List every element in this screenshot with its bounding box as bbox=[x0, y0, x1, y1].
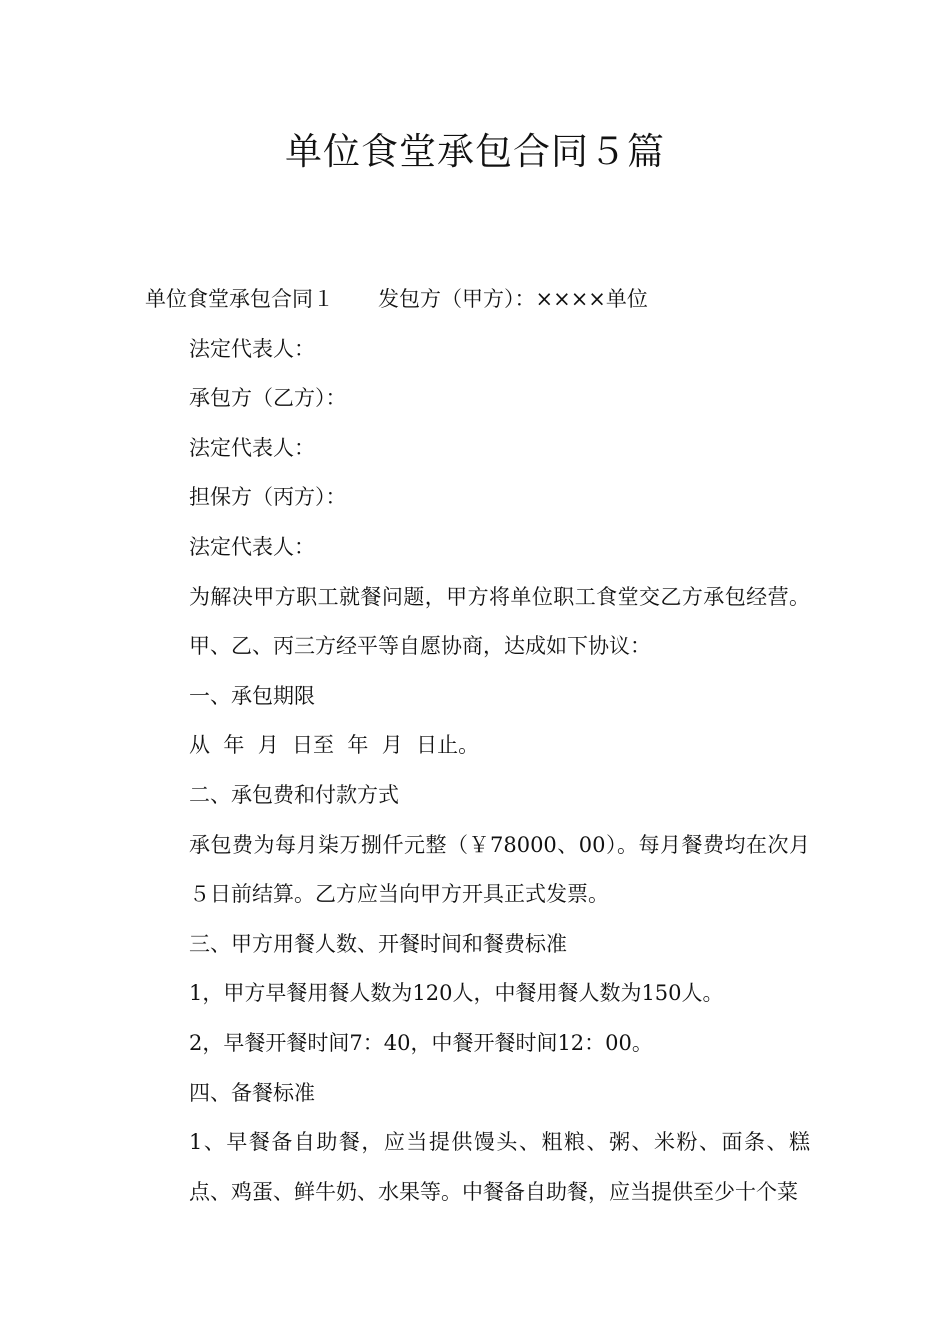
document-title: 单位食堂承包合同５篇 bbox=[285, 130, 665, 173]
paragraph-meal-times: 2，早餐开餐时间7：40，中餐开餐时间12：00。 bbox=[189, 1030, 653, 1055]
paragraph-fee: 承包费为每月柒万捌仟元整（￥78000、00）。每月餐费均在次月５日前结算。乙方应当向甲方开具正式发票。 bbox=[189, 832, 810, 907]
party-a-line: 发包方（甲方）：××××单位 bbox=[378, 287, 648, 311]
section-heading-standard: 四、备餐标准 bbox=[189, 1080, 315, 1105]
paragraph-preamble: 为解决甲方职工就餐问题，甲方将单位职工食堂交乙方承包经营。甲、乙、丙三方经平等自愿协商，达成如下协议： bbox=[189, 584, 810, 659]
paragraph-party-c: 担保方（丙方）： bbox=[189, 485, 347, 510]
heading-line bbox=[145, 275, 810, 325]
document-body bbox=[145, 275, 810, 1217]
paragraph-legal-rep-a: 法定代表人： bbox=[189, 336, 315, 361]
paragraph-legal-rep-b: 法定代表人： bbox=[189, 435, 315, 460]
contract-number: 单位食堂承包合同１ bbox=[145, 287, 334, 311]
paragraph-standard: 1、早餐备自助餐，应当提供馒头、粗粮、粥、米粉、面条、糕点、鸡蛋、鲜牛奶、水果等。中餐备自助餐，应当提供至少十个菜 bbox=[189, 1130, 810, 1204]
section-heading-meals: 三、甲方用餐人数、开餐时间和餐费标准 bbox=[189, 931, 567, 956]
paragraph-party-b: 承包方（乙方）： bbox=[189, 386, 347, 411]
paragraph-headcount: 1，甲方早餐用餐人数为120人，中餐用餐人数为150人。 bbox=[189, 981, 724, 1006]
paragraph-legal-rep-c: 法定代表人： bbox=[189, 534, 315, 559]
section-heading-fee: 二、承包费和付款方式 bbox=[189, 782, 399, 807]
paragraph-term-dates: 从 年 月 日至 年 月 日止。 bbox=[189, 733, 480, 758]
section-heading-term: 一、承包期限 bbox=[189, 683, 315, 708]
